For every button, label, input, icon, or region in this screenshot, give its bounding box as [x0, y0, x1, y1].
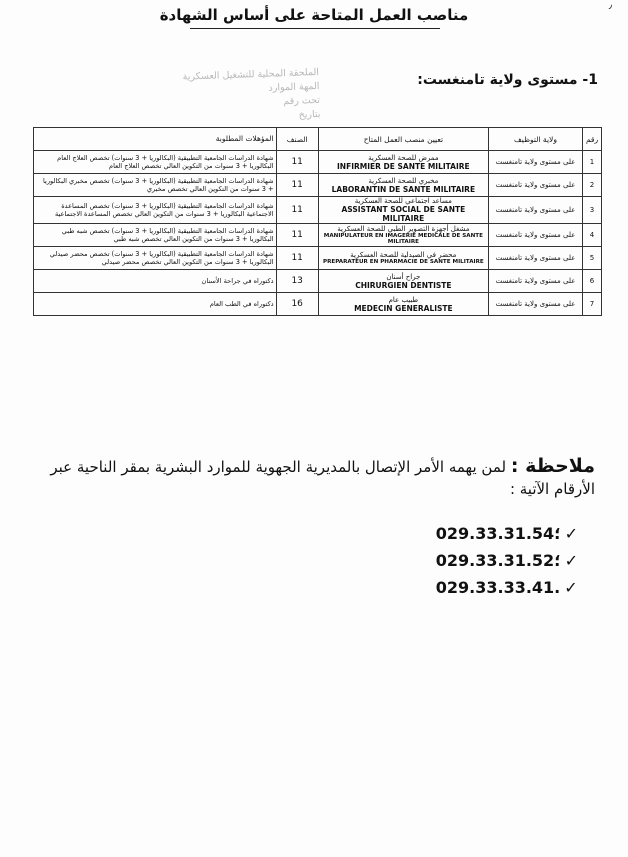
- cell-name: [318, 151, 488, 174]
- cell-wilaya: على مستوى ولاية تامنغست: [488, 197, 582, 224]
- stamp-line: تحت رقم: [283, 94, 321, 108]
- table-row: [34, 293, 602, 316]
- stamp-line: المهة الموارد: [268, 80, 320, 94]
- cell-num: 5: [583, 247, 602, 270]
- note-paragraph: [20, 455, 595, 500]
- page-title: مناصب العمل المتاحة على أساس الشهادة: [159, 6, 469, 24]
- name-fr: LABORANTIN DE SANTE MILITAIRE: [331, 184, 476, 194]
- name-ar: ممرض للصحة العسكرية: [368, 153, 439, 162]
- cell-wilaya: على مستوى ولاية تامنغست: [488, 174, 582, 197]
- cell-grade: 11: [276, 197, 318, 224]
- name-ar: مخبري للصحة العسكرية: [368, 176, 439, 185]
- corner-mark: ٫: [608, 0, 612, 11]
- cell-grade: 11: [276, 247, 318, 270]
- cell-name: [318, 247, 488, 270]
- name-ar: جراح أسنان: [386, 272, 421, 281]
- cell-qual: شهادة الدراسات الجامعية التطبيقية (البكالوريا + 3 سنوات) تخصص مخبري البكالوريا + 3 سنوات من التكوين العالي تخصص مخبري: [34, 174, 277, 197]
- jobs-table: [33, 127, 602, 316]
- name-fr: ASSISTANT SOCIAL DE SANTE MILITAIRE: [341, 205, 466, 223]
- cell-num: 4: [583, 224, 602, 247]
- cell-grade: 16: [276, 293, 318, 316]
- header-name: تعيين منصب العمل المتاح: [318, 128, 488, 151]
- phone-item: [436, 520, 578, 547]
- table-row: [34, 174, 602, 197]
- header-wilaya: ولاية التوظيف: [488, 128, 582, 151]
- cell-num: 1: [583, 151, 602, 174]
- table-row: [34, 224, 602, 247]
- phone-number: 029.33.33.41.: [435, 578, 561, 597]
- header-grade: الصنف: [276, 128, 318, 151]
- cell-num: 2: [583, 174, 602, 197]
- cell-name: [318, 174, 488, 197]
- cell-name: [318, 197, 488, 224]
- cell-qual: شهادة الدراسات الجامعية التطبيقية (البكالوريا + 3 سنوات) تخصص شبه طبي البكالوريا + 3 سنوات من التكوين العالي تخصص شبه طبي: [34, 224, 277, 247]
- phone-number: 029.33.31.52؛: [435, 551, 561, 570]
- cell-wilaya: على مستوى ولاية تامنغست: [488, 270, 582, 293]
- table-row: [34, 151, 602, 174]
- name-fr: PREPARATEUR EN PHARMACIE DE SANTE MILITAIRE: [322, 259, 484, 265]
- name-fr: CHIRURGIEN DENTISTE: [355, 280, 452, 290]
- table-header-row: [34, 128, 602, 151]
- cell-name: [318, 293, 488, 316]
- name-ar: مساعد اجتماعي للصحة العسكرية: [354, 197, 452, 205]
- stamp-line: الملحقة المحلية للتشغيل العسكرية: [182, 66, 320, 83]
- cell-qual: دكتوراه في جراحة الأسنان: [34, 270, 277, 293]
- cell-wilaya: على مستوى ولاية تامنغست: [488, 151, 582, 174]
- cell-grade: 11: [276, 224, 318, 247]
- cell-num: 3: [583, 197, 602, 224]
- cell-qual: شهادة الدراسات الجامعية التطبيقية (البكالوريا + 3 سنوات) تخصص المساعدة الاجتماعية البكالوريا + 3 سنوات من التكوين العالي تخصص المساعدة الاجتماعية: [34, 197, 277, 224]
- name-fr: MANIPULATEUR EN IMAGERIE MEDICALE DE SANTE MILITAIRE: [323, 233, 483, 245]
- cell-wilaya: على مستوى ولاية تامنغست: [488, 293, 582, 316]
- check-icon: ✓: [564, 524, 578, 543]
- name-ar: محضر في الصيدلية للصحة العسكرية: [350, 251, 457, 259]
- check-icon: ✓: [564, 578, 578, 597]
- cell-num: 6: [583, 270, 602, 293]
- note-text: لمن يهمه الأمر الإتصال بالمديرية الجهوية للموارد البشرية بمقر الناحية عبر الأرقام الآتية :: [50, 458, 595, 498]
- title-underline: [190, 28, 440, 29]
- phone-item: [436, 574, 578, 601]
- cell-name: [318, 270, 488, 293]
- name-fr: MEDECIN GENERALISTE: [354, 303, 453, 313]
- cell-grade: 11: [276, 174, 318, 197]
- header-num: رقم: [583, 128, 602, 151]
- phone-list: [436, 520, 578, 601]
- note-label: ملاحظة :: [510, 455, 595, 477]
- name-fr: INFIRMIER DE SANTE MILITAIRE: [337, 161, 470, 171]
- table-row: [34, 247, 602, 270]
- name-ar: طبيب عام: [388, 295, 419, 304]
- cell-qual: شهادة الدراسات الجامعية التطبيقية (البكالوريا + 3 سنوات) تخصص محضر صيدلي البكالوريا + 3 سنوات من التكوين العالي تخصص محضر صيدلي: [34, 247, 277, 270]
- cell-grade: 11: [276, 151, 318, 174]
- table-row: [34, 270, 602, 293]
- cell-wilaya: على مستوى ولاية تامنغست: [488, 247, 582, 270]
- phone-number: 029.33.31.54؛: [435, 524, 561, 543]
- cell-qual: شهادة الدراسات الجامعية التطبيقية (البكالوريا + 3 سنوات) تخصص العلاج العام البكالوريا + 3 سنوات من التكوين العالي تخصص العلاج العام: [34, 151, 277, 174]
- section-heading: 1- مستوى ولاية تامنغست:: [417, 72, 598, 88]
- phone-item: [436, 547, 578, 574]
- check-icon: ✓: [564, 551, 578, 570]
- cell-wilaya: على مستوى ولاية تامنغست: [488, 224, 582, 247]
- table-row: [34, 197, 602, 224]
- cell-grade: 13: [276, 270, 318, 293]
- header-qual: المؤهلات المطلوبة: [34, 128, 277, 151]
- cell-num: 7: [583, 293, 602, 316]
- name-ar: مشغل أجهزة التصوير الطبي للصحة العسكرية: [337, 225, 470, 233]
- cell-qual: دكتوراه في الطب العام: [34, 293, 277, 316]
- cell-name: [318, 224, 488, 247]
- stamp-line: بتاريخ: [298, 108, 321, 121]
